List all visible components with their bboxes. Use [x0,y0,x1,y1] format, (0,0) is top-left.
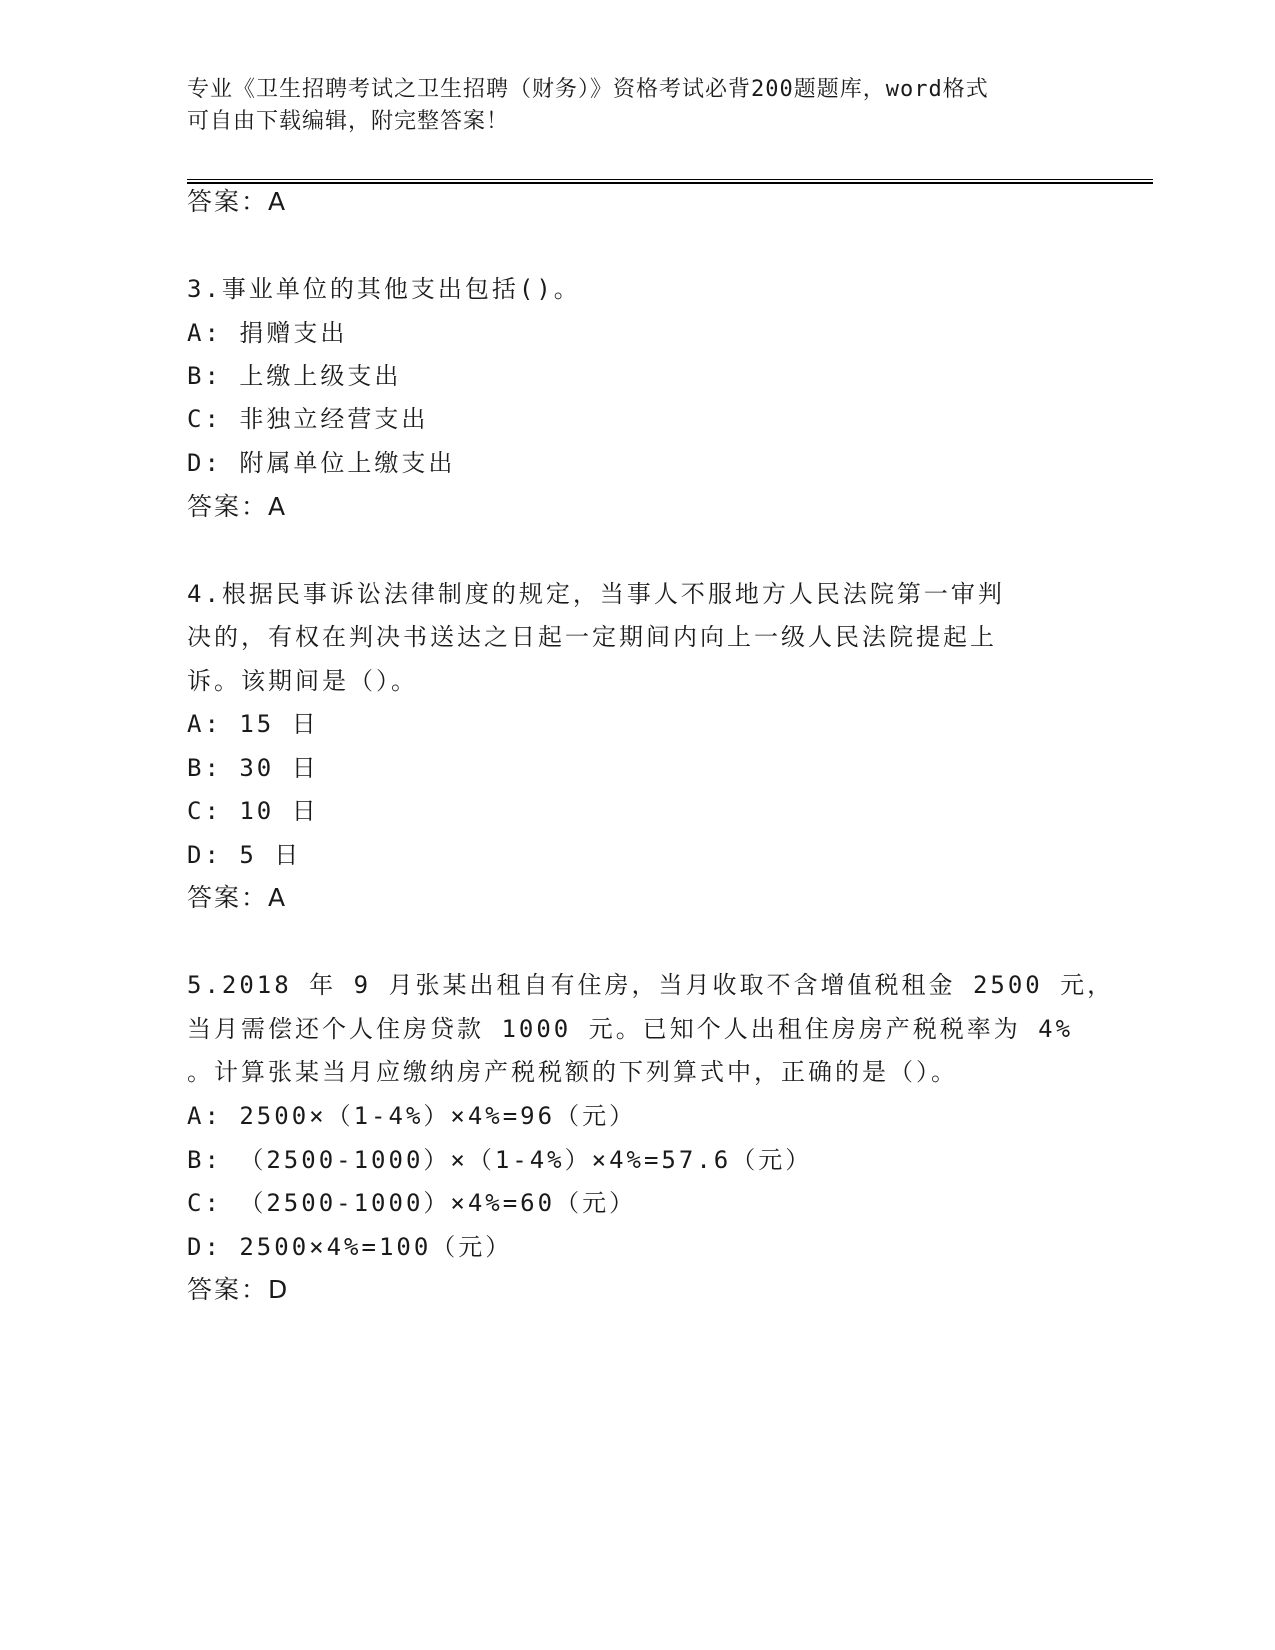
question-3-stem: 3.事业单位的其他支出包括()。 [187,275,581,303]
header-divider-thin [187,179,1153,180]
question-4-stem-line-3: 诉。该期间是（）。 [187,667,418,695]
question-3-option-c: C: 非独立经营支出 [187,405,429,433]
question-5-answer: 答案：D [187,1275,290,1304]
header-title-line-2: 可自由下载编辑，附完整答案！ [187,109,510,134]
document-header [187,74,1087,138]
header-title-line-1: 专业《卫生招聘考试之卫生招聘（财务）》资格考试必背200题题库，word格式 [187,77,989,102]
question-5-option-d: D: 2500×4%=100（元） [187,1233,513,1261]
question-5-stem-line-2: 当月需偿还个人住房贷款 1000 元。已知个人出租住房房产税税率为 4% [187,1015,1074,1043]
question-5-option-c: C: （2500-1000）×4%=60（元） [187,1189,637,1217]
question-4-option-c: C: 10 日 [187,797,319,825]
header-divider-thick [187,182,1153,184]
question-4-option-d: D: 5 日 [187,841,302,869]
question-5-option-a: A: 2500×（1-4%）×4%=96（元） [187,1102,637,1130]
question-3-option-b: B: 上缴上级支出 [187,362,402,390]
question-4-stem-line-1: 4.根据民事诉讼法律制度的规定，当事人不服地方人民法院第一审判 [187,580,1005,608]
question-4-option-b: B: 30 日 [187,754,319,782]
question-3-answer: 答案：A [187,492,288,521]
question-3-option-d: D: 附属单位上缴支出 [187,449,456,477]
question-5-option-b: B: （2500-1000）×（1-4%）×4%=57.6（元） [187,1146,813,1174]
question-4-option-a: A: 15 日 [187,710,319,738]
question-5-stem-line-3: 。计算张某当月应缴纳房产税税额的下列算式中，正确的是（）。 [187,1058,958,1086]
previous-answer: 答案：A [187,187,288,216]
question-4-answer: 答案：A [187,883,288,912]
question-4-stem-line-2: 决的，有权在判决书送达之日起一定期间内向上一级人民法院提起上 [187,623,997,651]
question-3-option-a: A: 捐赠支出 [187,319,348,347]
question-5-stem-line-1: 5.2018 年 9 月张某出租自有住房，当月收取不含增值税租金 2500 元， [187,971,1115,999]
